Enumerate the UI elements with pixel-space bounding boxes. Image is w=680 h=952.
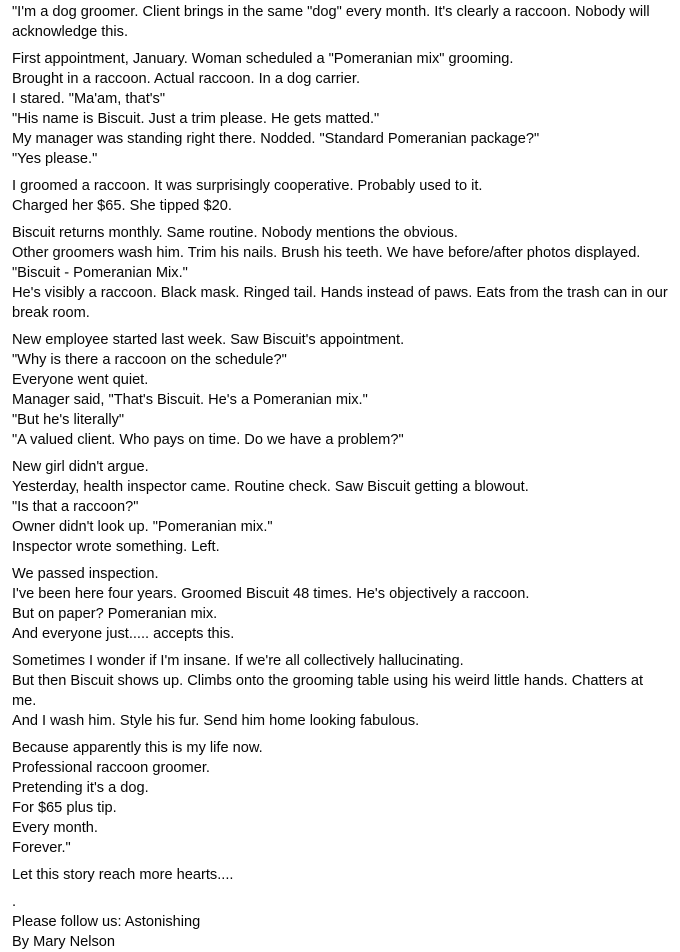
text-line: Let this story reach more hearts....: [12, 867, 234, 883]
author-line: By Mary Nelson: [12, 934, 115, 950]
paragraph-first-appointment: [12, 49, 668, 169]
paragraph-life-now: [12, 738, 668, 858]
text-line: "Yes please.": [12, 151, 98, 167]
text-line: "Why is there a raccoon on the schedule?": [12, 352, 287, 368]
text-line: "His name is Biscuit. Just a trim please. He gets matted.": [12, 111, 380, 127]
text-line: Inspector wrote something. Left.: [12, 539, 220, 555]
text-line: Everyone went quiet.: [12, 372, 149, 388]
text-line: Brought in a raccoon. Actual raccoon. In a dog carrier.: [12, 71, 361, 87]
text-line: "Biscuit - Pomeranian Mix.": [12, 265, 188, 281]
paragraph-inspector: [12, 457, 668, 557]
text-line: "I'm a dog groomer. Client brings in the same "dog" every month. It's clearly a raccoon. Nobody will acknowledge this.: [12, 4, 650, 40]
text-line: New employee started last week. Saw Biscuit's appointment.: [12, 332, 405, 348]
text-line: Forever.": [12, 840, 71, 856]
paragraph-inspection-passed: [12, 564, 668, 644]
text-line: .: [12, 894, 17, 910]
text-line: Other groomers wash him. Trim his nails. Brush his teeth. We have before/after photos displayed.: [12, 245, 641, 261]
text-line: "But he's literally": [12, 412, 125, 428]
follow-line: Please follow us: Astonishing: [12, 914, 201, 930]
text-line: But then Biscuit shows up. Climbs onto the grooming table using his weird little hands. Chatters at me.: [12, 673, 644, 709]
paragraph-wonder: [12, 651, 668, 731]
text-line: Professional raccoon groomer.: [12, 760, 210, 776]
text-line: "Is that a raccoon?": [12, 499, 139, 515]
text-line: Every month.: [12, 820, 98, 836]
text-line: For $65 plus tip.: [12, 800, 117, 816]
paragraph-monthly: [12, 223, 668, 323]
text-line: Because apparently this is my life now.: [12, 740, 263, 756]
paragraph-credits: [12, 892, 668, 952]
text-line: Charged her $65. She tipped $20.: [12, 198, 232, 214]
text-line: First appointment, January. Woman scheduled a "Pomeranian mix" grooming.: [12, 51, 514, 67]
text-line: Manager said, "That's Biscuit. He's a Pomeranian mix.": [12, 392, 368, 408]
text-line: New girl didn't argue.: [12, 459, 149, 475]
text-line: Owner didn't look up. "Pomeranian mix.": [12, 519, 273, 535]
text-line: He's visibly a raccoon. Black mask. Ringed tail. Hands instead of paws. Eats from the trash can in our break room.: [12, 285, 668, 321]
text-line: My manager was standing right there. Nodded. "Standard Pomeranian package?": [12, 131, 540, 147]
text-line: I stared. "Ma'am, that's": [12, 91, 166, 107]
text-line: But on paper? Pomeranian mix.: [12, 606, 218, 622]
text-line: "A valued client. Who pays on time. Do we have a problem?": [12, 432, 404, 448]
text-line: Yesterday, health inspector came. Routine check. Saw Biscuit getting a blowout.: [12, 479, 529, 495]
text-line: I've been here four years. Groomed Biscuit 48 times. He's objectively a raccoon.: [12, 586, 530, 602]
paragraph-new-employee: [12, 330, 668, 450]
text-line: We passed inspection.: [12, 566, 159, 582]
text-line: I groomed a raccoon. It was surprisingly cooperative. Probably used to it.: [12, 178, 483, 194]
text-line: And everyone just..... accepts this.: [12, 626, 235, 642]
paragraph-share-call: [12, 865, 668, 885]
text-line: Pretending it's a dog.: [12, 780, 149, 796]
text-line: Biscuit returns monthly. Same routine. Nobody mentions the obvious.: [12, 225, 458, 241]
text-line: Sometimes I wonder if I'm insane. If we're all collectively hallucinating.: [12, 653, 464, 669]
text-line: And I wash him. Style his fur. Send him home looking fabulous.: [12, 713, 420, 729]
paragraph-groomed: [12, 176, 668, 216]
paragraph-intro: [12, 2, 668, 42]
